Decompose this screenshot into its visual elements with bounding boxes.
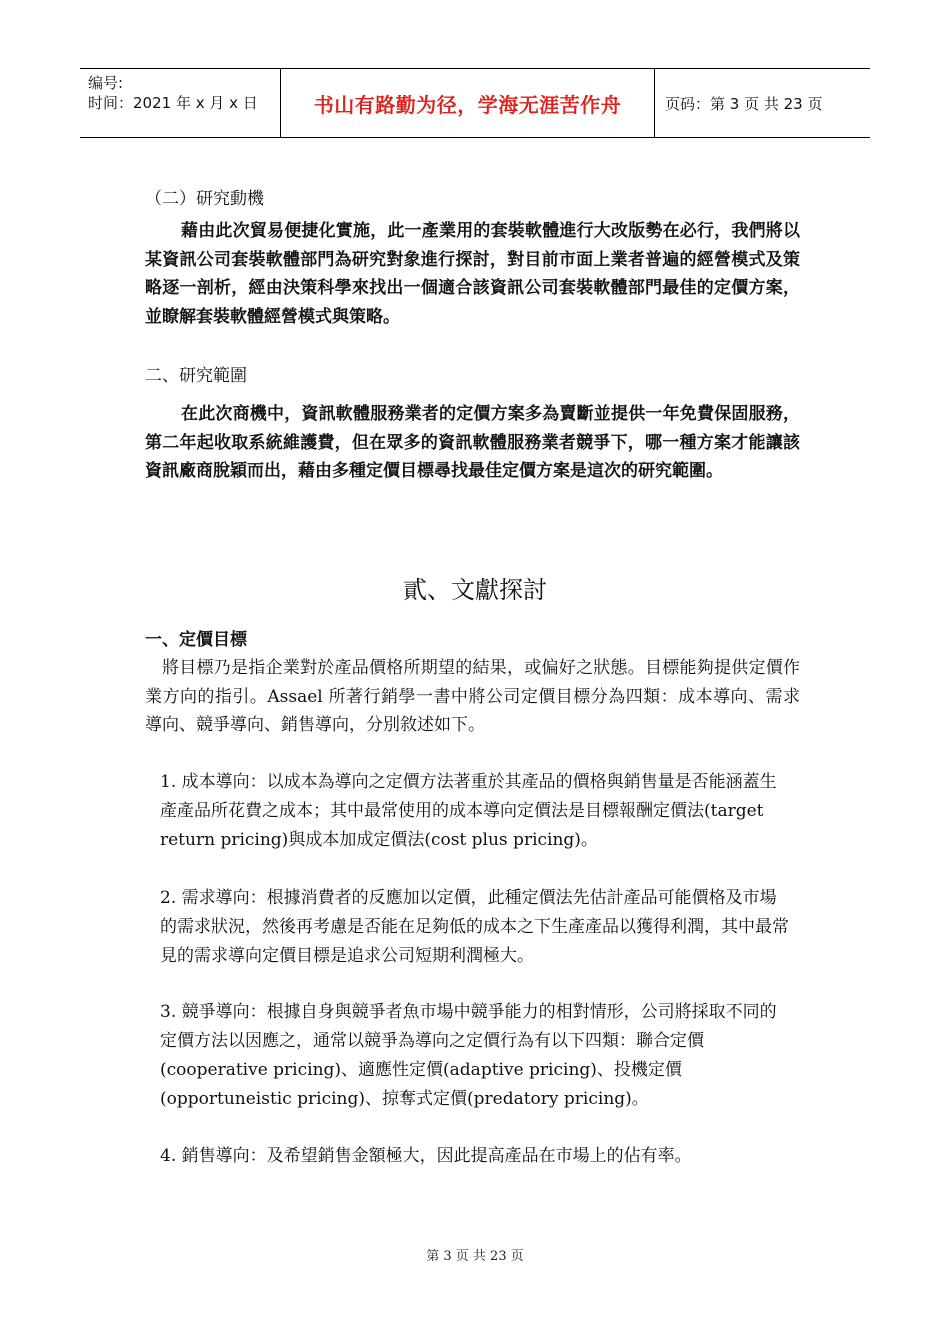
pricing-objectives-list	[160, 1142, 792, 1171]
section-pricing-objectives	[145, 626, 800, 740]
pricing-objectives-list	[160, 768, 792, 855]
section-research-motivation	[145, 185, 800, 331]
page-footer: 第 3 页 共 23 页	[426, 1249, 524, 1264]
list-item: 3. 競爭導向：根據自身與競爭者魚市場中競爭能力的相對情形，公司將採取不同的定價方法以因應之，通常以競爭為導向之定價行為有以下四類：聯合定價(cooperative pricing)、適應性定價(adaptive pricing)、投機定價(opportuneistic pricing)、掠奪式定價(predatory pricing)。	[160, 1002, 777, 1109]
header-motto: 书山有路勤为径，学海无涯苦作舟	[281, 69, 655, 137]
chapter-title: 貳、文獻探討	[403, 576, 547, 604]
pricing-objectives-list	[160, 998, 792, 1114]
pricing-objectives-list	[160, 884, 792, 971]
section-heading: 一、定價目標	[145, 630, 247, 650]
list-item: 4. 銷售導向：及希望銷售金額極大，因此提高產品在市場上的佔有率。	[160, 1146, 692, 1166]
header-page-info: 页码：第 3 页 共 23 页	[665, 94, 823, 113]
list-item: 2. 需求導向：根據消費者的反應加以定價，此種定價法先估計產品可能價格及市場的需求狀況，然後再考慮是否能在足夠低的成本之下生產產品以獲得利潤，其中最常見的需求導向定價目標是追求公司短期利潤極大。	[160, 888, 789, 966]
section-heading: （二）研究動機	[145, 189, 264, 209]
header-meta	[80, 69, 281, 137]
document-number-label: 编号:	[88, 74, 124, 92]
document-date: 时间：2021 年 x 月 x 日	[88, 94, 258, 112]
section-paragraph: 藉由此次貿易便捷化實施，此一產業用的套裝軟體進行大改版勢在必行，我們將以某資訊公司套裝軟體部門為研究對象進行探討，對目前市面上業者普遍的經營模式及策略逐一剖析，經由決策科學來找出一個適合該資訊公司套裝軟體部門最佳的定價方案，並瞭解套裝軟體經營模式與策略。	[145, 221, 800, 327]
section-heading: 二、研究範圍	[145, 366, 247, 386]
list-item: 1. 成本導向：以成本為導向之定價方法著重於其產品的價格與銷售量是否能涵蓋生產產品所花費之成本；其中最常使用的成本導向定價法是目標報酬定價法(target return pricing)與成本加成定價法(cost plus pricing)。	[160, 772, 777, 850]
section-paragraph: 將目標乃是指企業對於產品價格所期望的結果，或偏好之狀態。目標能夠提供定價作業方向的指引。Assael 所著行銷學一書中將公司定價目標分為四類：成本導向、需求導向、競爭導向、銷售導向，分別敘述如下。	[145, 658, 800, 735]
section-research-scope	[145, 362, 800, 486]
section-paragraph: 在此次商機中，資訊軟體服務業者的定價方案多為賣斷並提供一年免費保固服務，第二年起收取系統維護費，但在眾多的資訊軟體服務業者競爭下，哪一種方案才能讓該資訊廠商脫穎而出，藉由多種定價目標尋找最佳定價方案是這次的研究範圍。	[145, 404, 800, 481]
page-header	[80, 68, 870, 138]
